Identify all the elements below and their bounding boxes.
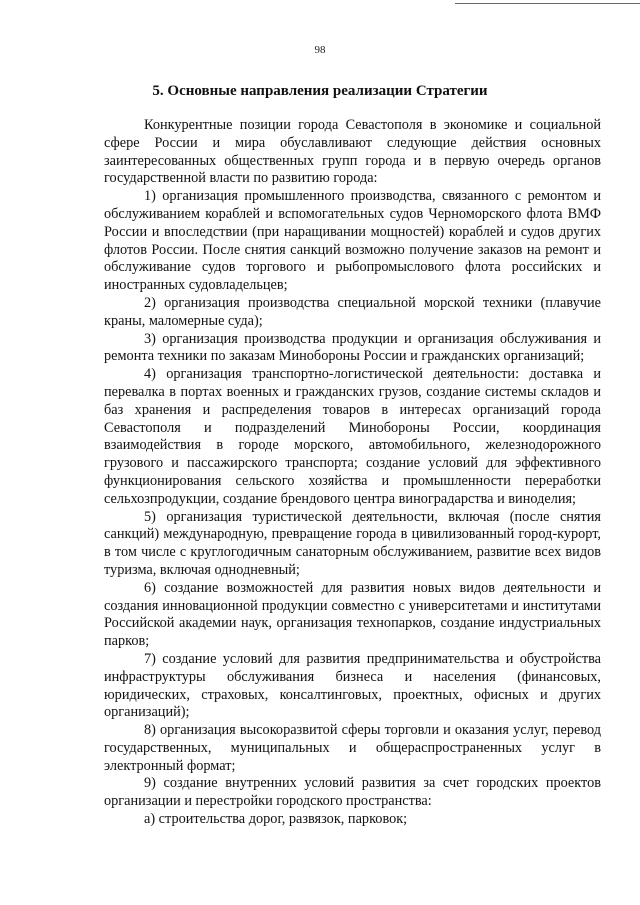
list-item-6: 6) создание возможностей для развития новых видов деятельности и создания инновационной продукции совместно с университетами и институтами Российской академии наук, организация технопарков, создание индустриальных парков; — [104, 579, 601, 650]
section-title: 5. Основные направления реализации Стратегии — [152, 83, 488, 99]
list-item-3: 3) организация производства продукции и организация обслуживания и ремонта техники по заказам Минобороны России и гражданских организаций; — [104, 330, 601, 365]
list-item-1: 1) организация промышленного производства, связанного с ремонтом и обслуживанием кораблей и вспомогательных судов Черноморского флота ВМФ России и впоследствии (при наращивании мощностей) кораблей и судов других флотов России. После снятия санкций возможно получение заказов на ремонт и обслуживание судов торгового и рыбопромыслового флота российских и иностранных судовладельцев; — [104, 188, 601, 294]
list-item-7: 7) создание условий для развития предпринимательства и обустройства инфраструктуры обслуживания бизнеса и населения (финансовых, юридических, страховых, консалтинговых, проектных, офисных и других организаций); — [104, 650, 601, 721]
sub-item-a: а) строительства дорог, развязок, парковок; — [144, 811, 408, 828]
page-number: 98 — [314, 44, 326, 56]
list-item-8: 8) организация высокоразвитой сферы торговли и оказания услуг, перевод государственных, муниципальных и общераспространенных услуг в электронный формат; — [104, 722, 601, 774]
list-item-9: 9) создание внутренних условий развития за счет городских проектов организации и перестройки городского пространства: — [104, 775, 601, 810]
list-item-2: 2) организация производства специальной морской техники (плавучие краны, маломерные суда); — [104, 294, 601, 329]
scan-edge-line — [455, 3, 640, 4]
intro-paragraph: Конкурентные позиции города Севастополя в экономике и социальной сфере России и мира обуславливают следующие действия основных заинтересованных общественных групп города и в первую очередь органов государственной власти по развитию города: — [104, 117, 601, 187]
document-body — [104, 117, 601, 829]
list-item-5: 5) организация туристической деятельности, включая (после снятия санкций) международную, превращение города в цивилизованный город-курорт, в том числе с круглогодичным санаторным обслуживанием, развитие всех видов туризма, включая однодневный; — [104, 508, 601, 578]
list-item-4: 4) организация транспортно-логистической деятельности: доставка и перевалка в портах военных и гражданских грузов, создание системы складов и баз хранения и распределения товаров в интересах организаций города Севастополя и подразделений Минобороны России, координация взаимодействия в городе морского, автомобильного, железнодорожного грузового и пассажирского транспорта; создание условий для эффективного функционирования сельского хозяйства и промышленности переработки сельхозпродукции, создание брендового центра виноградарства и виноделия; — [104, 366, 601, 507]
